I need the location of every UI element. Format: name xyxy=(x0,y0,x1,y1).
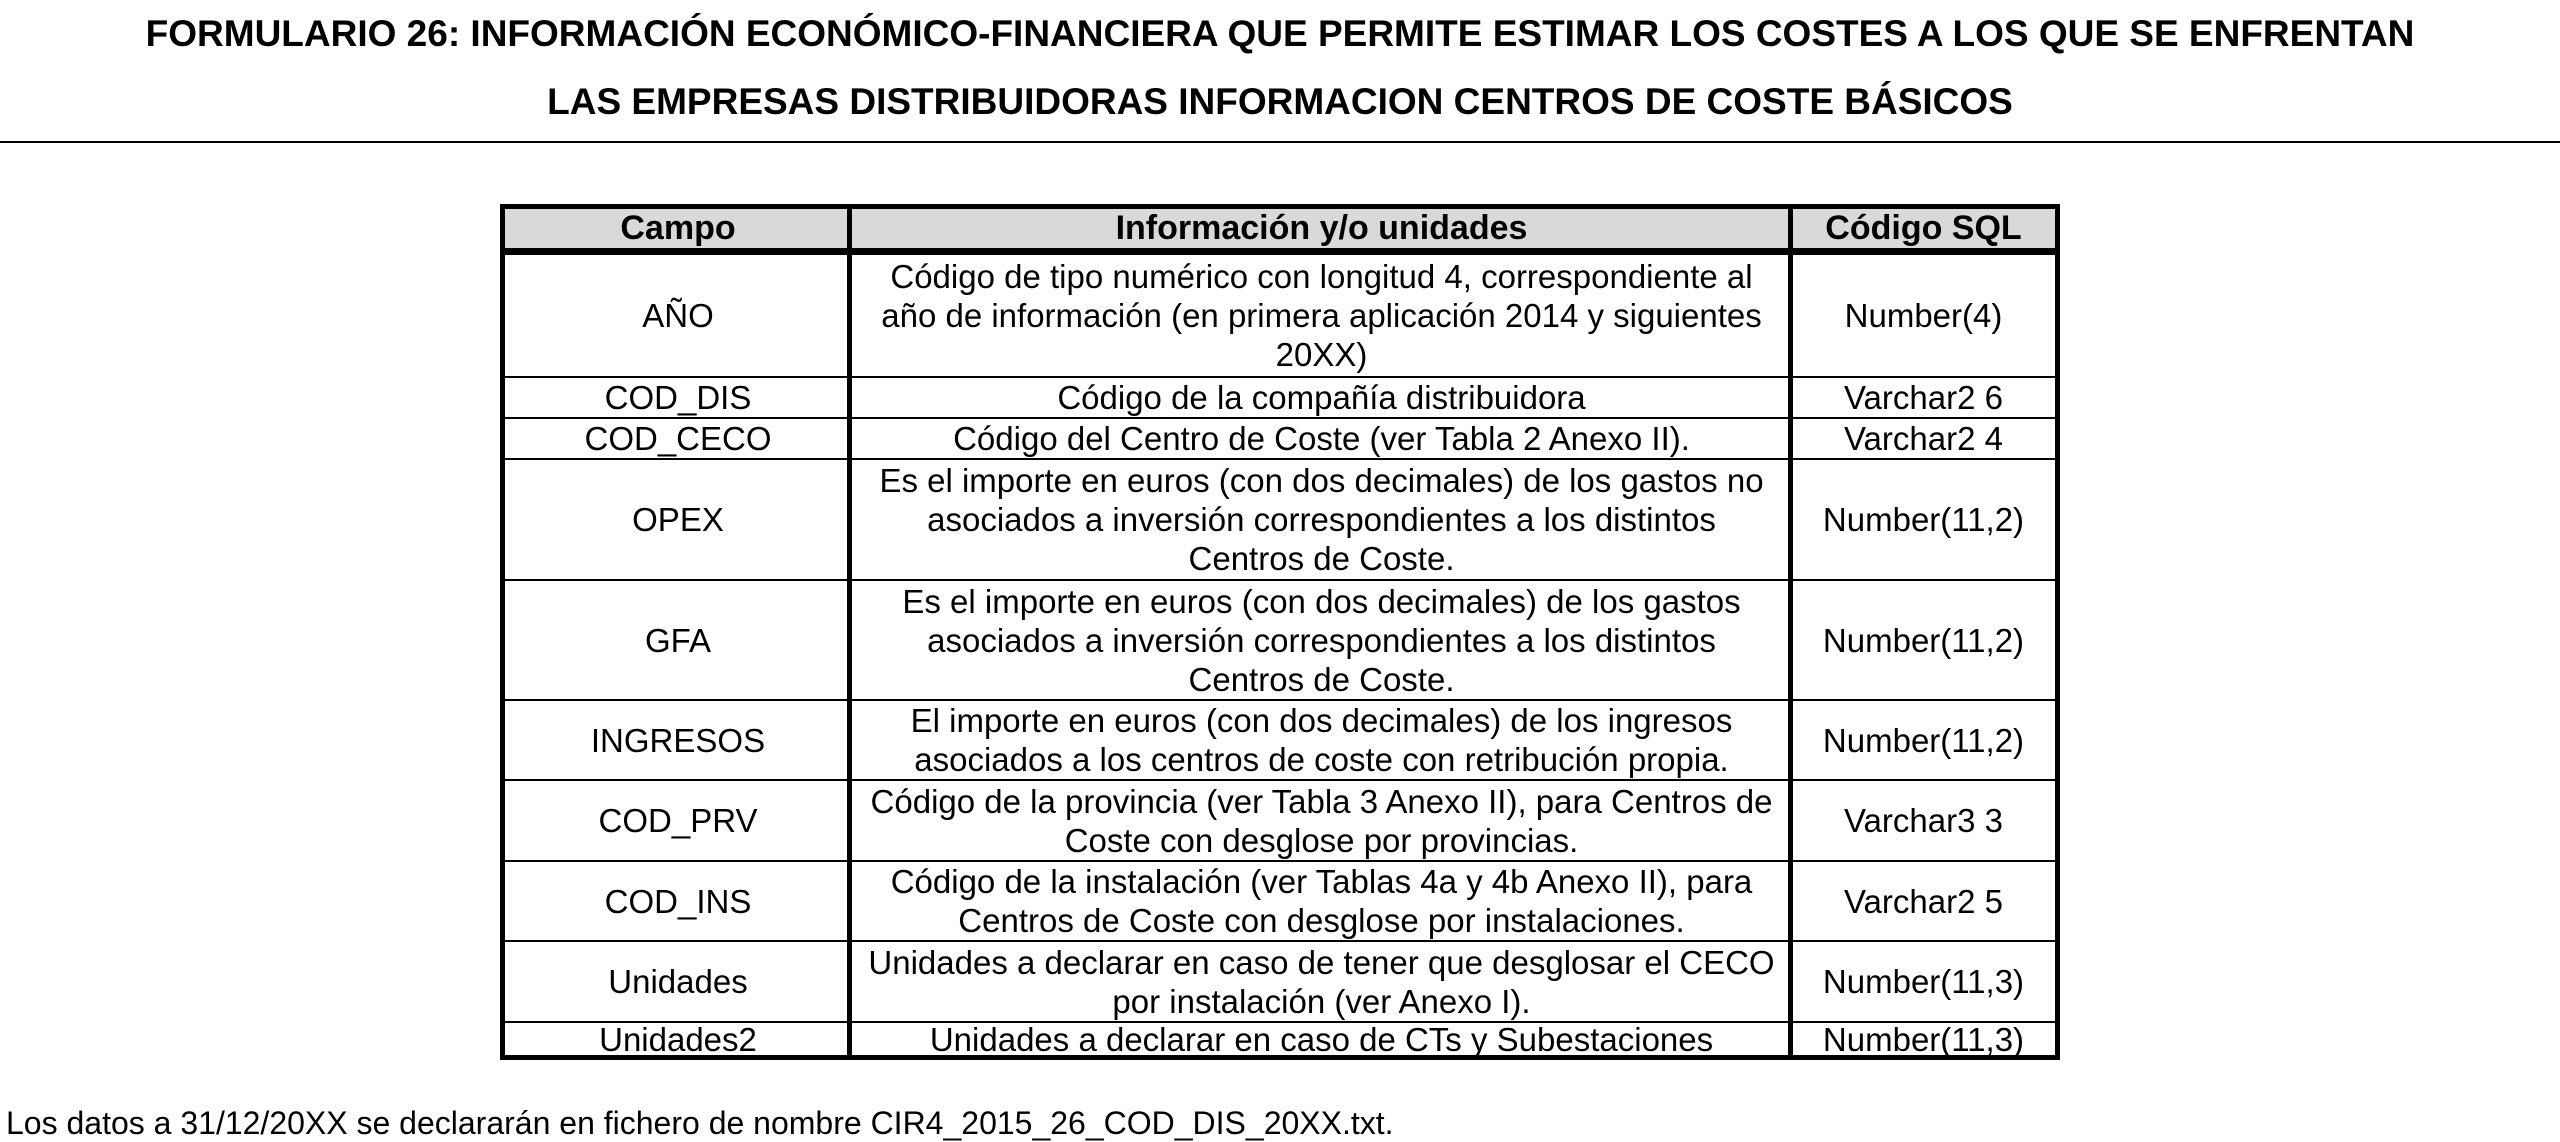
table-row xyxy=(505,253,2055,376)
header-codigo-sql: Código SQL xyxy=(1825,209,2022,247)
table-row xyxy=(505,779,2055,860)
table-header-row xyxy=(505,209,2055,253)
cell-info: Unidades a declarar en caso de tener que desglosar el CECO por instalación (ver Anexo I). xyxy=(868,943,1775,1020)
cell-campo: Unidades xyxy=(608,963,748,1000)
cell-sql: Number(11,2) xyxy=(1822,721,2025,759)
cell-sql: Number(11,2) xyxy=(1822,501,2025,538)
cell-sql: Varchar3 3 xyxy=(1844,802,2003,839)
cell-sql: Number(4) xyxy=(1844,297,2003,334)
table-row xyxy=(505,699,2055,779)
table-row xyxy=(505,860,2055,940)
column-divider xyxy=(847,209,852,1055)
cell-info: Código de tipo numérico con longitud 4, correspondiente al año de información (en primera aplicación 2014 y siguientes 20XX) xyxy=(881,258,1762,373)
cell-sql: Number(11,3) xyxy=(1822,963,2025,1000)
column-divider xyxy=(1788,209,1793,1055)
cell-sql: Number(11,2) xyxy=(1822,621,2025,659)
title-divider xyxy=(0,141,2560,143)
table-row xyxy=(505,376,2055,417)
cell-info: El importe en euros (con dos decimales) de los ingresos asociados a los centros de coste con retribución propia. xyxy=(910,702,1733,778)
table-row xyxy=(505,417,2055,458)
cell-info: Unidades a declarar en caso de CTs y Subestaciones xyxy=(929,1020,1714,1058)
form-title xyxy=(0,0,2560,136)
footer-note: Los datos a 31/12/20XX se declararán en fichero de nombre CIR4_2015_26_COD_DIS_20XX.txt. xyxy=(6,1105,1394,1141)
table-row xyxy=(505,458,2055,579)
cell-info: Es el importe en euros (con dos decimales) de los gastos no asociados a inversión correspondientes a los distintos Centros de Coste. xyxy=(879,462,1764,577)
header-informacion: Información y/o unidades xyxy=(1115,209,1528,247)
cell-info: Código del Centro de Coste (ver Tabla 2 Anexo II). xyxy=(953,420,1690,457)
table-row xyxy=(505,940,2055,1021)
cell-info: Código de la provincia (ver Tabla 3 Anexo II), para Centros de Coste con desglose por provincias. xyxy=(870,782,1773,859)
cell-sql: Varchar2 6 xyxy=(1844,379,2003,416)
cell-campo: COD_CECO xyxy=(584,420,772,457)
cell-info: Es el importe en euros (con dos decimales) de los gastos asociados a inversión correspondientes a los distintos Centros de Coste. xyxy=(902,582,1741,698)
cell-info: Código de la compañía distribuidora xyxy=(1057,379,1586,416)
fields-table xyxy=(500,204,2060,1060)
form-title-line-1: FORMULARIO 26: INFORMACIÓN ECONÓMICO-FINANCIERA QUE PERMITE ESTIMAR LOS COSTES A LOS QUE SE ENFRENTAN xyxy=(145,13,2415,54)
table-row xyxy=(505,579,2055,699)
cell-campo: INGRESOS xyxy=(590,721,766,759)
cell-campo: Unidades2 xyxy=(599,1020,757,1058)
cell-campo: AÑO xyxy=(642,297,714,334)
header-campo: Campo xyxy=(620,209,736,247)
form-title-line-2: LAS EMPRESAS DISTRIBUIDORAS INFORMACION CENTROS DE COSTE BÁSICOS xyxy=(547,81,2013,122)
cell-info: Código de la instalación (ver Tablas 4a y 4b Anexo II), para Centros de Coste con desglose por instalaciones. xyxy=(890,863,1753,939)
cell-sql: Varchar2 5 xyxy=(1844,882,2003,920)
cell-sql: Number(11,3) xyxy=(1822,1020,2025,1058)
cell-campo: GFA xyxy=(644,621,712,659)
cell-campo: COD_DIS xyxy=(604,379,752,416)
cell-campo: COD_PRV xyxy=(598,802,758,839)
table-row xyxy=(505,1020,2055,1058)
cell-campo: OPEX xyxy=(632,501,724,538)
cell-campo: COD_INS xyxy=(604,882,752,920)
cell-sql: Varchar2 4 xyxy=(1844,420,2003,457)
